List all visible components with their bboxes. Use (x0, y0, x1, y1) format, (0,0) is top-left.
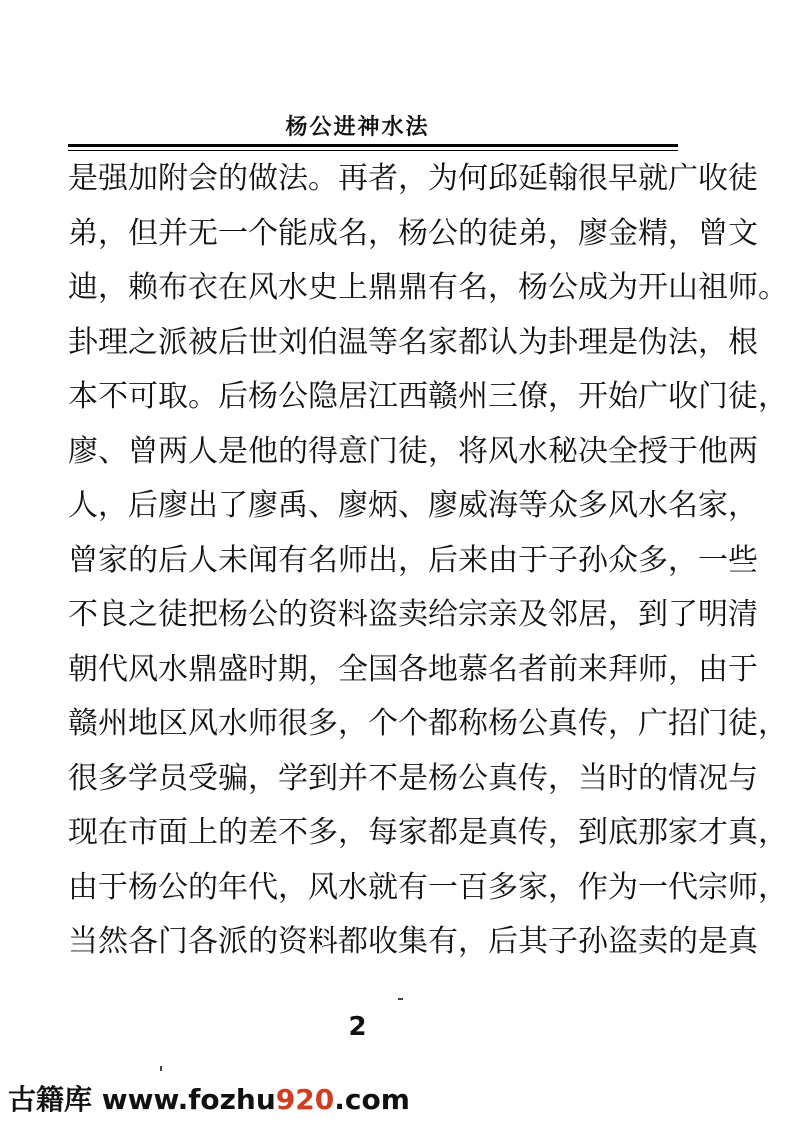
page-number: 2 (348, 1012, 367, 1042)
body-text (68, 158, 788, 976)
running-header-title: 杨公进神水法 (285, 114, 430, 140)
text-line: 弟，但并无一个能成名，杨公的徒弟，廖金精，曾文 (68, 215, 758, 251)
text-line: 曾家的后人未闻有名师出，后来由于子孙众多，一些 (68, 542, 758, 578)
text-line: 现在市面上的差不多，每家都是真传，到底那家才真， (68, 815, 788, 850)
watermark (8, 1078, 410, 1118)
text-line: 是强加附会的做法。再者，为何邱延翰很早就广收徒 (68, 161, 758, 196)
header-rule-thin (68, 150, 678, 151)
text-line: 本不可取。后杨公隐居江西赣州三僚，开始广收门徒， (68, 379, 788, 414)
text-line: 人，后廖出了廖禹、廖炳、廖威海等众多风水名家， (68, 488, 758, 523)
watermark-site-name: 古籍库 (8, 1083, 93, 1116)
text-line: 由于杨公的年代，风水就有一百多家，作为一代宗师， (68, 869, 788, 905)
text-line: 很多学员受骗，学到并不是杨公真传，当时的情况与 (68, 760, 758, 796)
text-line: 赣州地区风水师很多，个个都称杨公真传，广招门徒， (68, 706, 788, 741)
watermark-url-suffix: .com (334, 1083, 410, 1116)
scan-speck (160, 1066, 162, 1071)
scan-speck (398, 998, 403, 1000)
watermark-url-prefix: www.fozhu (101, 1083, 276, 1116)
text-line: 朝代风水鼎盛时期，全国各地慕名者前来拜师，由于 (68, 651, 758, 687)
header-rule (68, 144, 678, 147)
text-line: 迪，赖布衣在风水史上鼎鼎有名，杨公成为开山祖师。 (68, 270, 788, 305)
text-line: 当然各门各派的资料都收集有，后其子孙盗卖的是真 (68, 924, 758, 959)
text-line: 卦理之派被后世刘伯温等名家都认为卦理是伪法，根 (68, 324, 758, 360)
watermark-url-number: 920 (275, 1083, 335, 1116)
text-line: 廖、曾两人是他的得意门徒，将风水秘决全授于他两 (68, 433, 758, 469)
text-line: 不良之徒把杨公的资料盗卖给宗亲及邻居，到了明清 (68, 597, 758, 632)
